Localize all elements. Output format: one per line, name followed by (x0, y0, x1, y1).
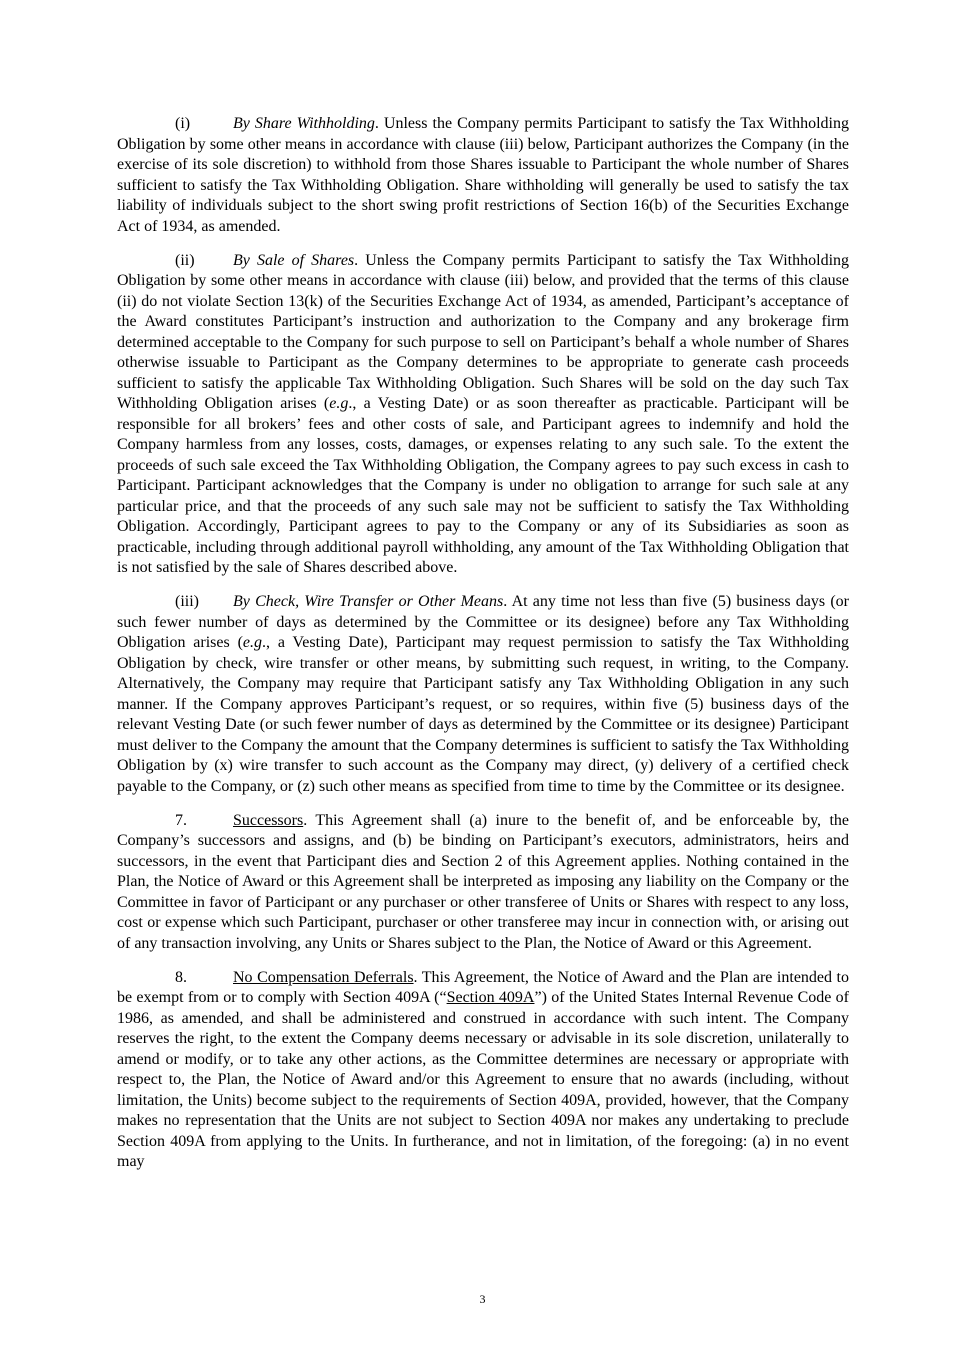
clause-title: By Share Withholding (233, 115, 375, 132)
document-body (117, 114, 849, 1186)
paragraph-share-withholding (117, 114, 849, 237)
clause-number: (iii) (175, 593, 199, 610)
paragraph-successors (117, 811, 849, 955)
section-title: Successors (233, 811, 304, 829)
clause-title: By Check, Wire Transfer or Other Means (233, 593, 504, 610)
defined-term: Section 409A (446, 989, 535, 1006)
clause-number: (i) (175, 115, 191, 132)
section-text: ”) of the United States Internal Revenue Code of 1986, as amended, and shall be administered and construed in accordance with such intent. The Company reserves the right, to the extent the Company deems necessary or advisable in its sole discretion, unilaterally to amend or modify, or to take any other actions, as the Committee determines are necessary or appropriate with respect to, the Plan, the Notice of Award and/or this Agreement to ensure that no awards (including, without limitation, the Units) become subject to the requirements of Section 409A, provided, however, that the Company makes no representation that the Units are not subject to Section 409A nor makes any undertaking to preclude Section 409A from applying to the Units. In furtherance, and not in limitation, of the foregoing: (a) in no event may (117, 989, 850, 1170)
section-number: 8. (175, 968, 187, 986)
clause-title: By Sale of Shares (233, 251, 355, 269)
section-text: . This Agreement shall (a) inure to the benefit of, and be enforceable by, the Company’s successors and assigns, and (b) be binding on Participant’s executors, administrators, heirs and successors, in the event that Participant dies and Section 2 of this Agreement applies. Nothing contained in the Plan, the Notice of Award or this Agreement shall be interpreted as imposing any liability on the Company or the Committee in favor of Participant or any purchaser or other transferee of Units or Shares with respect to any loss, cost or expense which such Participant, purchaser or other transferee may incur in connection with, or arising out of any transaction involving, any Units or Shares subject to the Plan, the Notice of Award or this Agreement. (117, 811, 849, 952)
clause-number: (ii) (175, 251, 195, 269)
page-number: 3 (479, 1292, 486, 1306)
section-title: No Compensation Deferrals (233, 968, 414, 986)
clause-italic-text: e.g (329, 395, 349, 412)
paragraph-check-wire-transfer (117, 592, 849, 797)
clause-text: . At any time not less than five (5) business days (or such fewer number of days as determined by the Committee or its designee) before any Tax Withholding Obligation arises ( (117, 593, 850, 651)
clause-text: ., a Vesting Date), Participant may request permission to satisfy the Tax Withholding Obligation by check, wire transfer or other means, by submitting such request, in writing, to the Company. Alternatively, the Company may require that Participant satisfy any Tax Withholding Obligation in any such manner. If the Company approves Participant’s request, or so requires, within five (5) business days of the relevant Vesting Date (or such fewer number of days as determined by the Committee or its designee) Participant must deliver to the Company the amount that the Company determines is sufficient to satisfy the Tax Withholding Obligation by (x) wire transfer to such account as the Company may direct, (y) delivery of a certified check payable to the Company, or (z) such other means as specified from time to time by the Committee or its designee. (117, 634, 850, 795)
clause-italic-text: e.g (242, 634, 263, 651)
clause-text: . Unless the Company permits Participant to satisfy the Tax Withholding Obligation by some other means in accordance with clause (iii) below, Participant authorizes the Company (in the exercise of its sole discretion) to withhold from those Shares issuable to Participant the whole number of Shares sufficient to satisfy the Tax Withholding Obligation. Share withholding will generally be used to satisfy the tax liability of individuals subject to the short swing profit restrictions of Section 16(b) of the Securities Exchange Act of 1934, as amended. (117, 115, 850, 235)
paragraph-sale-of-shares (117, 251, 849, 579)
clause-text: . Unless the Company permits Participant to satisfy the Tax Withholding Obligation by some other means in accordance with clause (iii) below, and provided that the terms of this clause (ii) do not violate Section 13(k) of the Securities Exchange Act of 1934, as amended, Participant’s acceptance of the Award constitutes Participant’s instruction and authorization to the Company and any brokerage firm determined acceptable to the Company for such purpose to sell on Participant’s behalf a whole number of Shares otherwise issuable to Participant as the Company determines to be appropriate to generate cash proceeds sufficient to satisfy the applicable Tax Withholding Obligation. Such Shares will be sold on the day such Tax Withholding Obligation arises ( (117, 251, 850, 412)
section-text: . This Agreement, the Notice of Award and the Plan are intended to be exempt from or to comply with Section 409A (“ (117, 968, 849, 1006)
section-number: 7. (175, 811, 187, 829)
paragraph-no-compensation-deferrals (117, 968, 849, 1173)
clause-text: ., a Vesting Date) or as soon thereafter as practicable. Participant will be responsible for all brokers’ fees and other costs of sale, and Participant agrees to indemnify and hold the Company harmless from any losses, costs, damages, or expenses relating to any such sale. To the extent the proceeds of such sale exceed the Tax Withholding Obligation, the Company agrees to pay such excess in cash to Participant. Participant acknowledges that the Company is under no obligation to arrange for such sale at any particular price, and that the proceeds of any such sale may not be sufficient to satisfy the Tax Withholding Obligation. Accordingly, Participant agrees to pay to the Company or any of its Subsidiaries as soon as practicable, including through additional payroll withholding, any amount of the Tax Withholding Obligation that is not satisfied by the sale of Shares described above. (117, 395, 850, 576)
